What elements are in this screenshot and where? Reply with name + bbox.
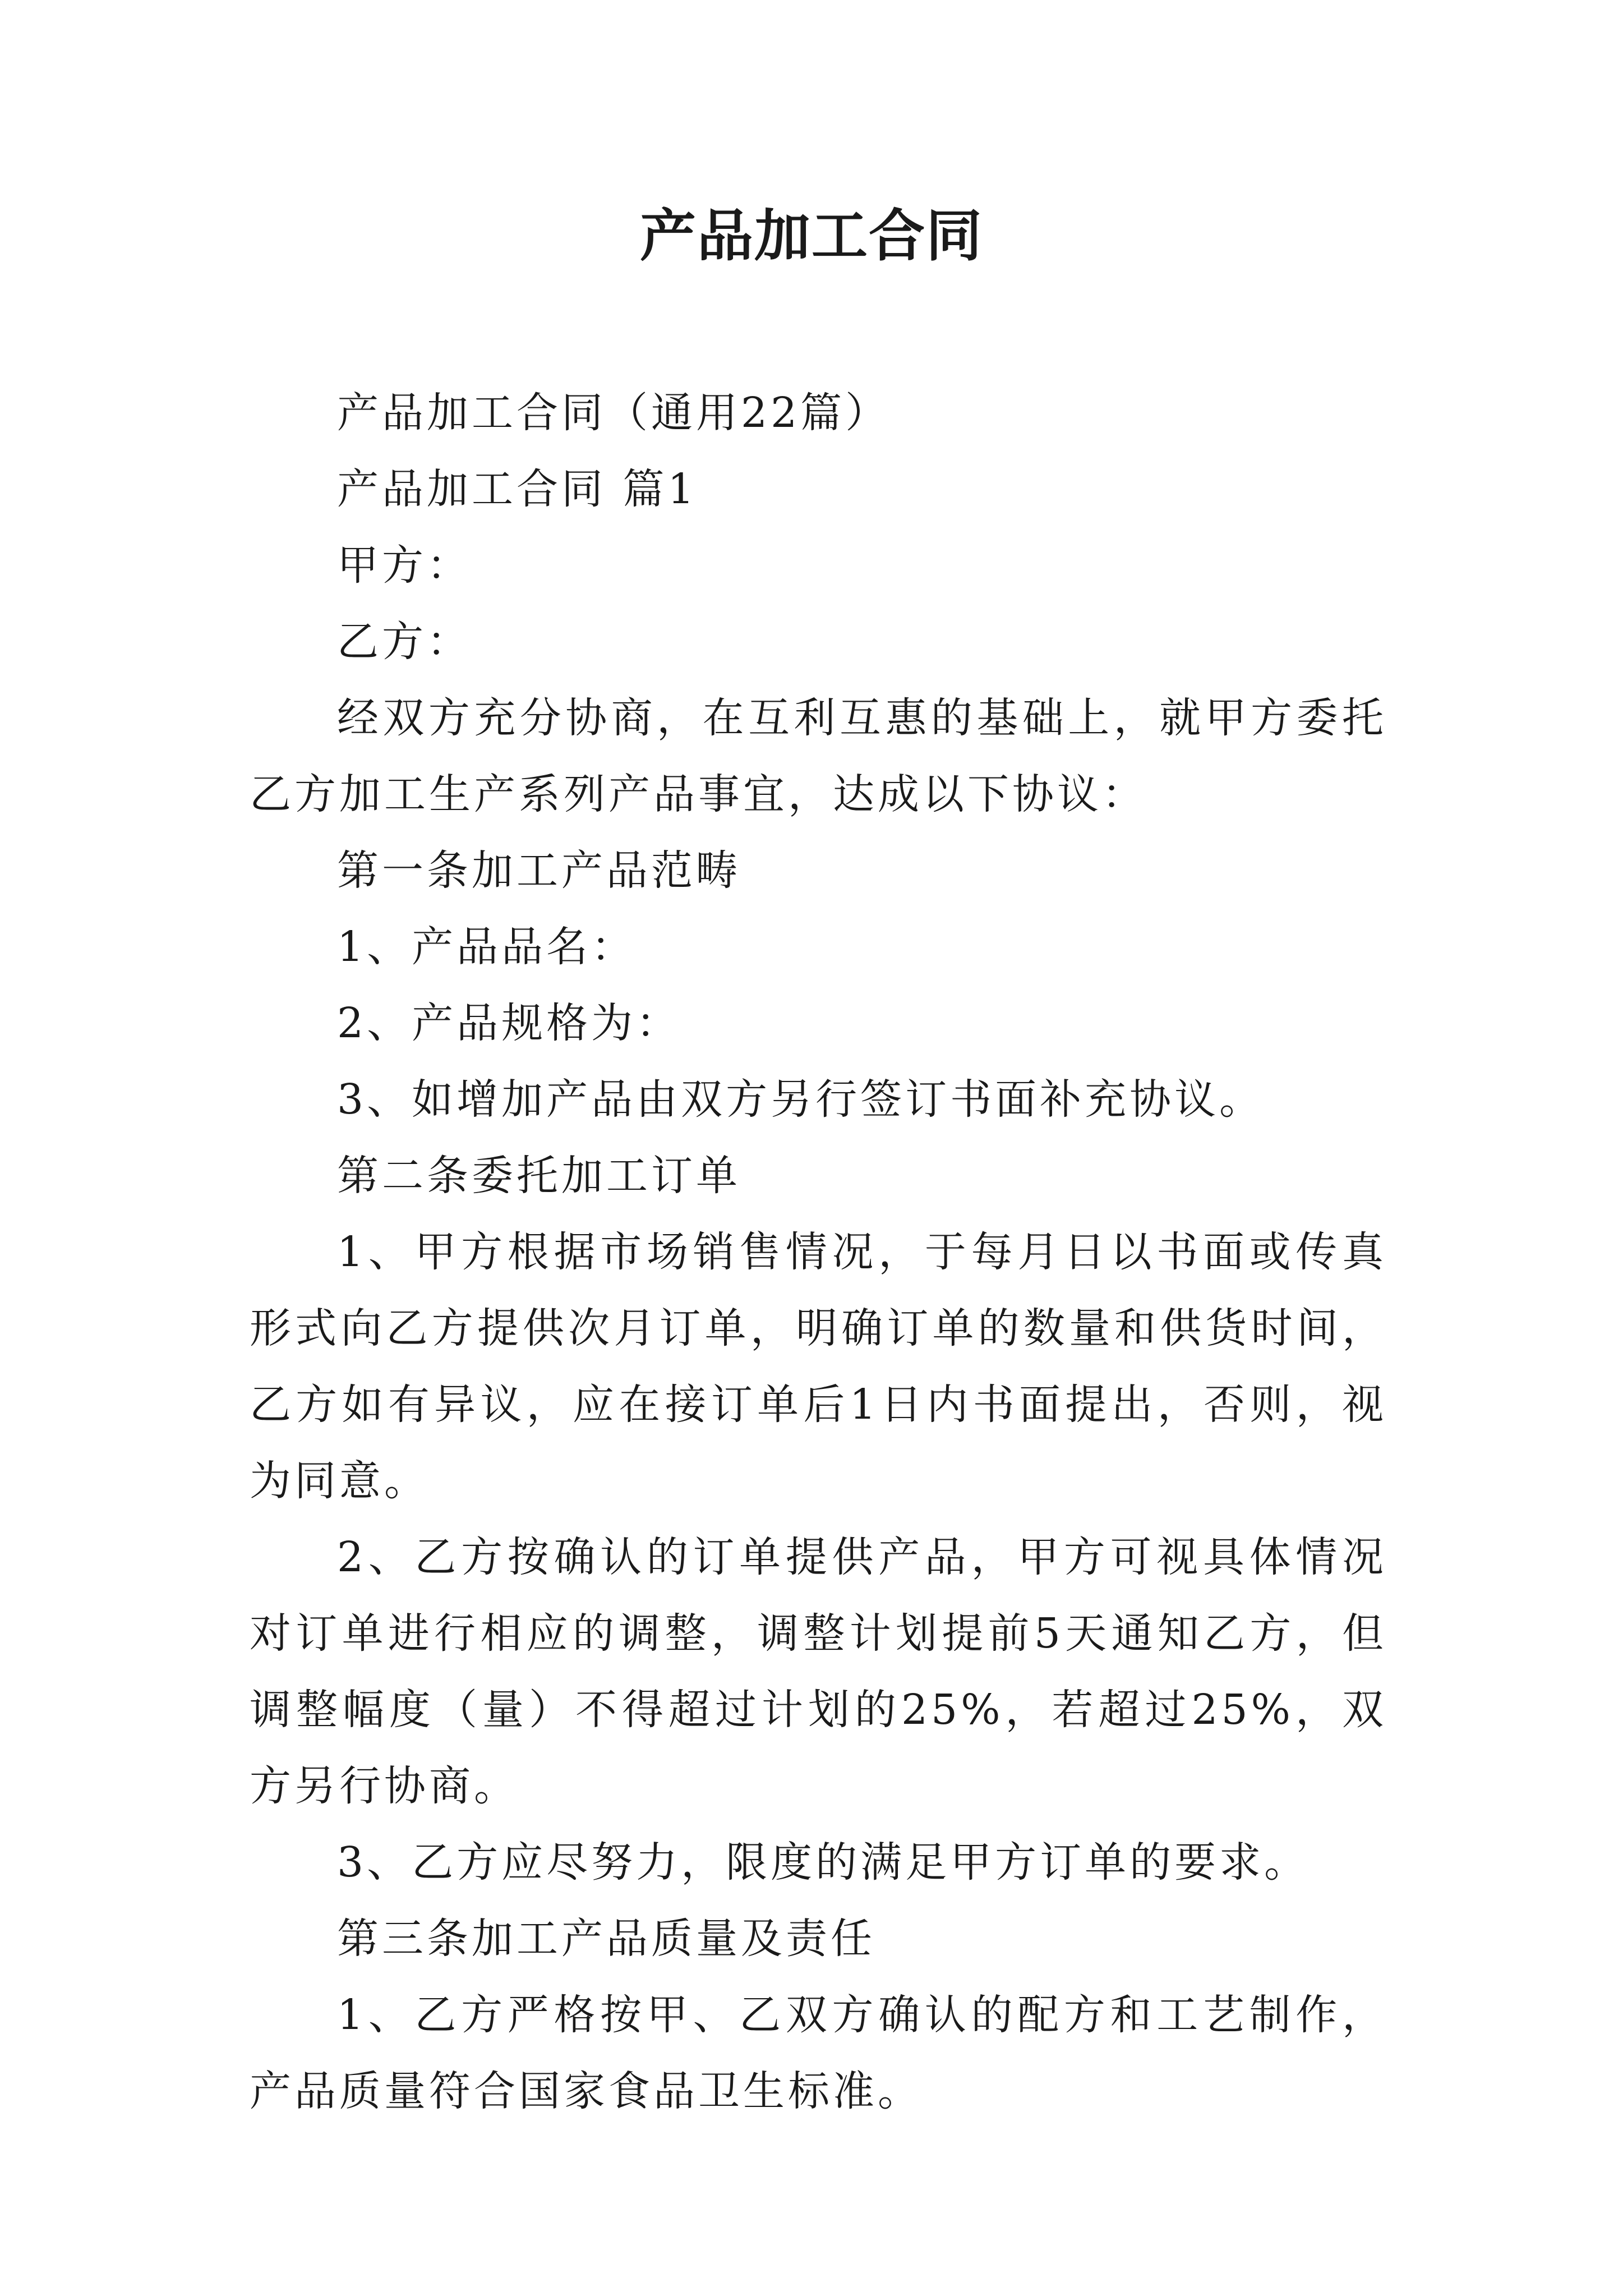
paragraph-article-1-item-3: 3、如增加产品由双方另行签订书面补充协议。 — [337, 1075, 1265, 1124]
paragraph-article-1-heading: 第一条加工产品范畴 — [337, 846, 741, 895]
paragraph-article-3-item-1: 1、乙方严格按甲、乙双方确认的配方和工艺制作，产品质量符合国家食品卫生标准。 — [250, 1991, 1387, 2115]
paragraph-party-b: 乙方： — [337, 618, 472, 666]
paragraph-article-1-item-2: 2、产品规格为： — [337, 999, 681, 1047]
paragraph-party-a: 甲方： — [337, 541, 472, 590]
paragraph-subtitle: 产品加工合同（通用22篇） — [337, 389, 891, 437]
paragraph-article-2-item-1: 1、甲方根据市场销售情况，于每月日以书面或传真形式向乙方提供次月订单，明确订单的数量和供货时间，乙方如有异议，应在接订单后1日内书面提出，否则，视为同意。 — [250, 1228, 1387, 1505]
paragraph-article-2-item-2: 2、乙方按确认的订单提供产品，甲方可视具体情况对订单进行相应的调整，调整计划提前5天通知乙方，但调整幅度（量）不得超过计划的25%，若超过25%，双方另行协商。 — [250, 1533, 1387, 1810]
paragraph-article-2-heading: 第二条委托加工订单 — [337, 1152, 741, 1200]
paragraph-article-2-item-3: 3、乙方应尽努力，限度的满足甲方订单的要求。 — [337, 1838, 1310, 1887]
paragraph-article-3-heading: 第三条加工产品质量及责任 — [337, 1915, 875, 1963]
document-body — [250, 375, 1387, 2129]
paragraph-article-1-item-1: 1、产品品名： — [337, 923, 637, 971]
paragraph-section-heading: 产品加工合同 篇1 — [337, 465, 698, 513]
document-title: 产品加工合同 — [640, 203, 983, 269]
paragraph-preamble: 经双方充分协商，在互利互惠的基础上，就甲方委托乙方加工生产系列产品事宜，达成以下协议： — [250, 694, 1387, 818]
